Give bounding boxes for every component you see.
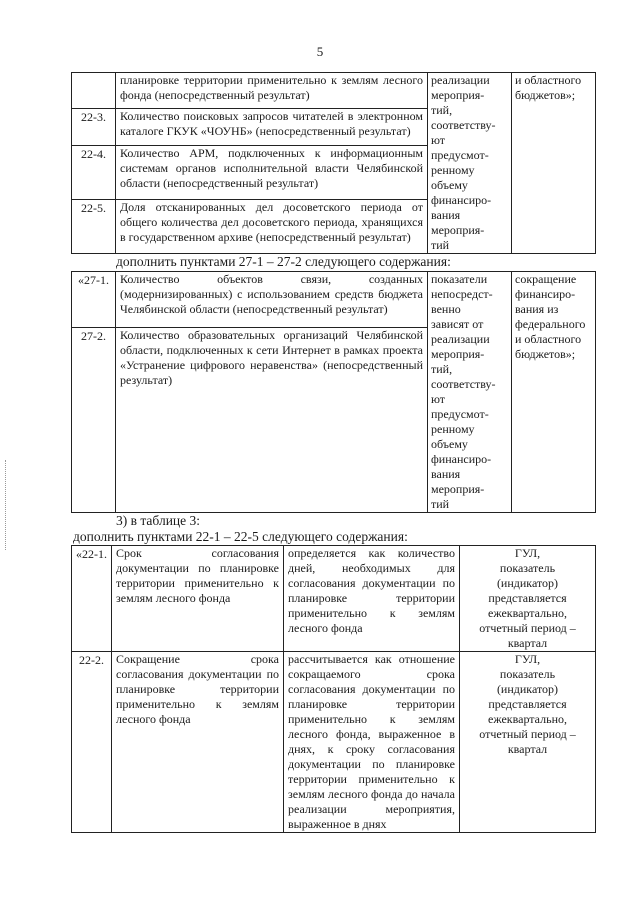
table-indicators-22 bbox=[71, 72, 596, 254]
cell-line: непосредст- bbox=[431, 287, 493, 301]
cell-line: (индикатор) bbox=[496, 576, 559, 590]
cell-line: бюджетов»; bbox=[515, 88, 576, 102]
cell-line: ГУЛ, bbox=[514, 546, 541, 560]
cell-line: вания bbox=[431, 467, 461, 481]
instruction-text: дополнить пунктами 22-1 – 22-5 следующего содержания: bbox=[73, 529, 408, 544]
calculation-method: рассчитывается как отношение сокращаемого срока согласования документации по планировке территории применительно к землям лесного фонда, выраженное в днях, к сроку согласования документации по планировке территории применительно к землям лесного фонда до начала реализации мероприятия, выраженное в днях bbox=[284, 652, 460, 833]
table-row bbox=[72, 652, 596, 833]
cell-line: показатель bbox=[499, 667, 556, 681]
cell-line: мероприя- bbox=[431, 347, 485, 361]
cell-line: квартал bbox=[507, 636, 548, 650]
table-indicators-27 bbox=[71, 271, 596, 513]
indicator-name: Срок согласования документации по планировке территории применительно к землям лесного фонда bbox=[112, 546, 284, 652]
cell-line: (индикатор) bbox=[496, 682, 559, 696]
cell-line: ренному bbox=[431, 422, 475, 436]
row-description: Количество АРМ, подключенных к информационным системам органов исполнительной власти Челябинской области (непосредственный результат) bbox=[116, 145, 428, 199]
cell-line: соответству- bbox=[431, 118, 496, 132]
cell-line: объему bbox=[431, 437, 468, 451]
cell-line: ют bbox=[431, 133, 446, 147]
cell-line: представляется bbox=[488, 697, 567, 711]
dependency-cell bbox=[428, 272, 512, 513]
row-description: планировке территории применительно к землям лесного фонда (непосредственный результат) bbox=[116, 73, 428, 109]
financing-condition-cell bbox=[428, 73, 512, 254]
cell-line: и областного bbox=[515, 332, 582, 346]
cell-line: тий bbox=[431, 238, 450, 252]
cell-line: реализации bbox=[431, 73, 490, 87]
indicator-name: Сокращение срока согласования документации по планировке территории применительно к землям лесного фонда bbox=[112, 652, 284, 833]
cell-line: представляется bbox=[488, 591, 567, 605]
cell-line: объему bbox=[431, 178, 468, 192]
row-number: «22-1. bbox=[72, 546, 112, 652]
row-description: Количество объектов связи, созданных (модернизированных) с использованием средств бюджета Челябинской области (непосредственный результат) bbox=[116, 272, 428, 328]
cell-line: ренному bbox=[431, 163, 475, 177]
cell-line: предусмот- bbox=[431, 407, 489, 421]
cell-line: сокращение bbox=[515, 272, 577, 286]
section-heading: 3) в таблице 3: bbox=[116, 513, 201, 528]
cell-line: тий bbox=[431, 497, 450, 511]
cell-line: показатели bbox=[431, 272, 488, 286]
cell-line: и областного bbox=[515, 73, 582, 87]
cell-line: федерального bbox=[515, 317, 586, 331]
cell-line: ежеквартально, bbox=[488, 712, 567, 726]
cell-line: мероприя- bbox=[431, 223, 485, 237]
cell-line: предусмот- bbox=[431, 148, 489, 162]
row-number: 27-2. bbox=[72, 328, 116, 513]
cell-line: ежеквартально, bbox=[488, 606, 567, 620]
cell-line: зависят от bbox=[431, 317, 484, 331]
reduction-cell bbox=[512, 73, 596, 254]
cell-line: соответству- bbox=[431, 377, 496, 391]
cell-line: отчетный период – bbox=[479, 727, 576, 741]
cell-line: квартал bbox=[507, 742, 548, 756]
cell-line: бюджетов»; bbox=[515, 347, 576, 361]
page-number: 5 bbox=[316, 44, 324, 59]
cell-line: показатель bbox=[499, 561, 556, 575]
cell-line: ГУЛ, bbox=[514, 652, 541, 666]
table-row bbox=[72, 272, 596, 328]
cell-line: мероприя- bbox=[431, 88, 485, 102]
row-number: «27-1. bbox=[72, 272, 116, 328]
row-number: 22-3. bbox=[72, 109, 116, 145]
cell-line: ют bbox=[431, 392, 446, 406]
cell-line: вания из bbox=[515, 302, 559, 316]
cell-line: финансиро- bbox=[515, 287, 576, 301]
row-number: 22-2. bbox=[72, 652, 112, 833]
cell-line: вания bbox=[431, 208, 461, 222]
cell-line: мероприя- bbox=[431, 482, 485, 496]
instruction-text: дополнить пунктами 27-1 – 27-2 следующего содержания: bbox=[116, 254, 451, 269]
data-source bbox=[460, 546, 596, 652]
table-row bbox=[72, 73, 596, 109]
reduction-cell bbox=[512, 272, 596, 513]
cell-line: отчетный период – bbox=[479, 621, 576, 635]
row-description: Количество поисковых запросов читателей в электронном каталоге ГКУК «ЧОУНБ» (непосредственный результат) bbox=[116, 109, 428, 145]
row-number: 22-5. bbox=[72, 199, 116, 253]
table-3-indicators bbox=[71, 545, 596, 833]
row-number: 22-4. bbox=[72, 145, 116, 199]
cell-line: финансиро- bbox=[431, 193, 492, 207]
cell-line: реализации bbox=[431, 332, 490, 346]
cell-line: венно bbox=[431, 302, 461, 316]
margin-dotted-line bbox=[5, 460, 6, 550]
cell-line: тий, bbox=[431, 362, 453, 376]
row-description: Количество образовательных организаций Челябинской области, подключенных к сети Интернет в рамках проекта «Устранение цифрового неравенства» (непосредственный результат) bbox=[116, 328, 428, 513]
cell-line: финансиро- bbox=[431, 452, 492, 466]
row-number bbox=[72, 73, 116, 109]
calculation-method: определяется как количество дней, необходимых для согласования документации по планировке территории применительно к землям лесного фонда bbox=[284, 546, 460, 652]
table-row bbox=[72, 546, 596, 652]
cell-line: тий, bbox=[431, 103, 453, 117]
row-description: Доля отсканированных дел досоветского периода от общего количества дел досоветского периода, хранящихся в государственном архиве (непосредственный результат) bbox=[116, 199, 428, 253]
data-source bbox=[460, 652, 596, 833]
